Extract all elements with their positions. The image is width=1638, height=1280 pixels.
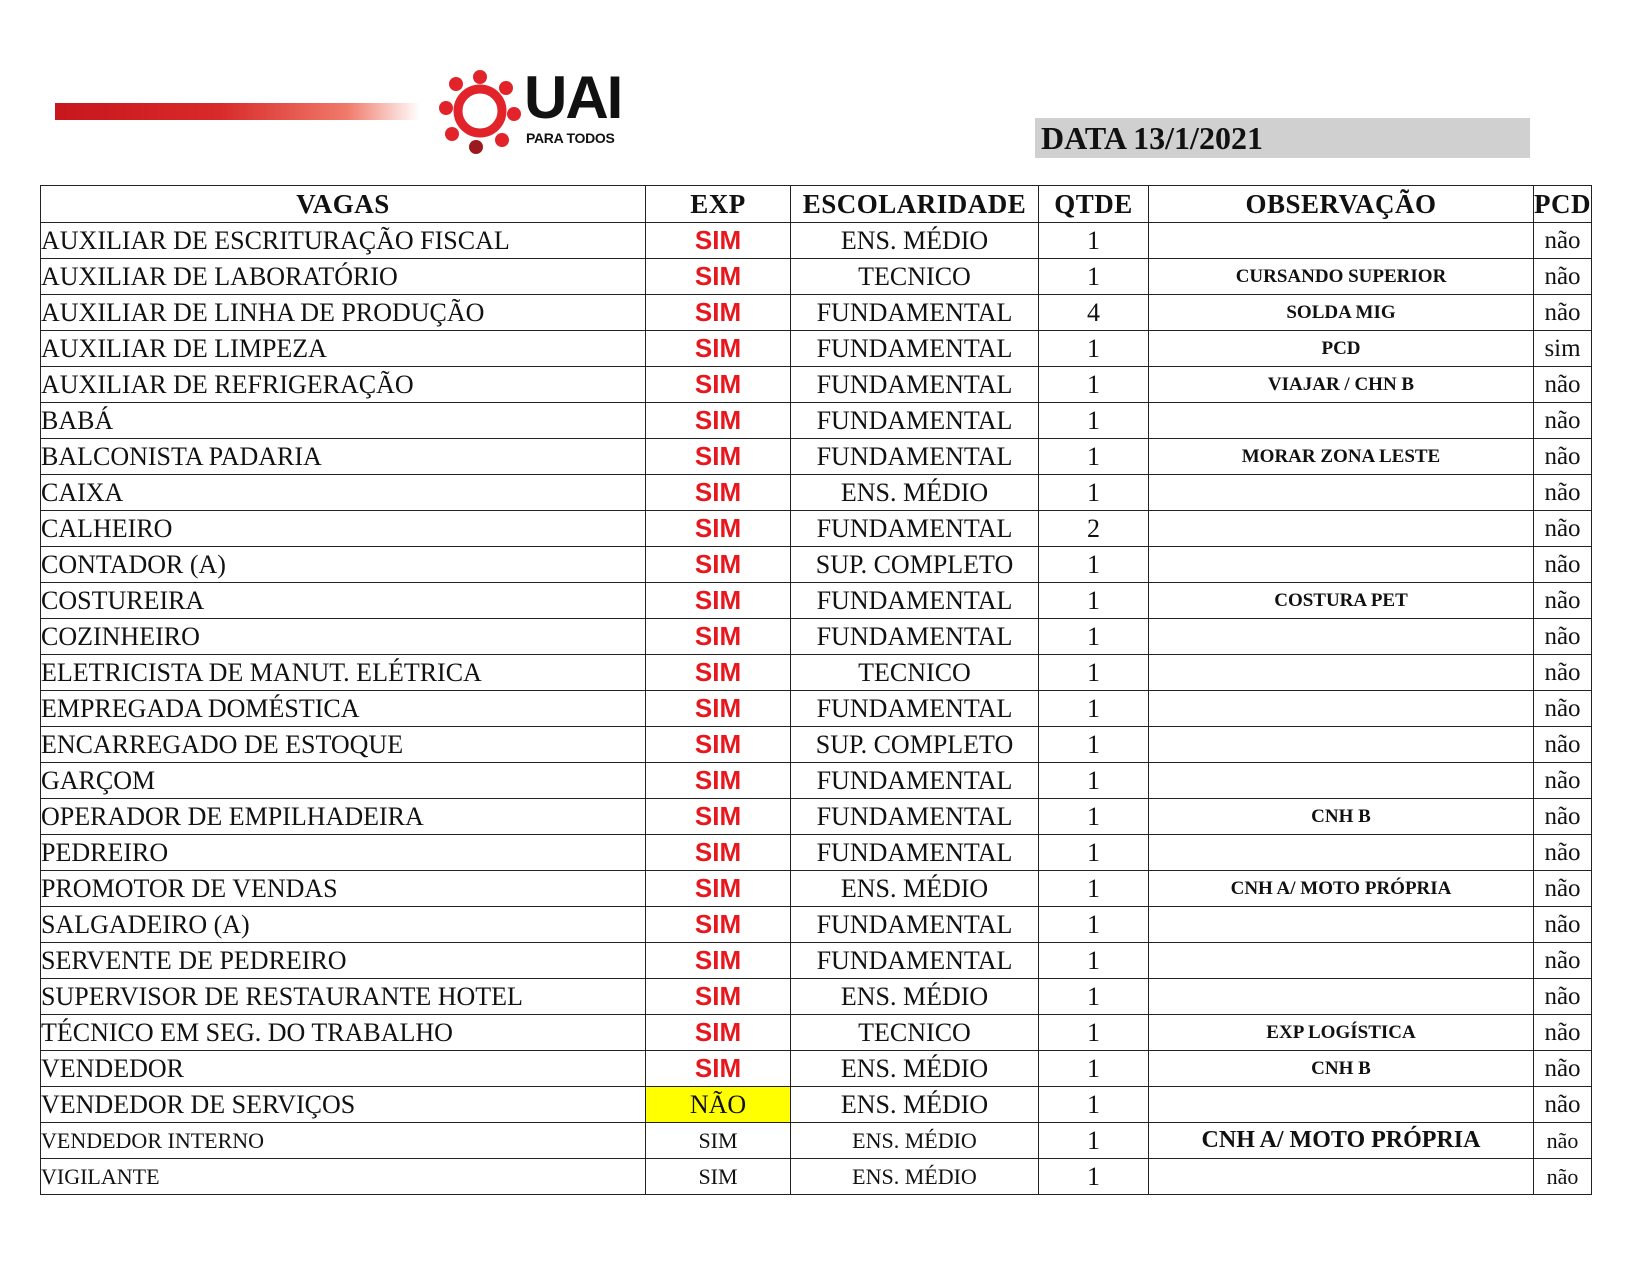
cell-pcd: não [1534, 799, 1592, 835]
cell-vaga: VENDEDOR INTERNO [41, 1123, 646, 1159]
cell-escolaridade: FUNDAMENTAL [791, 799, 1039, 835]
table-row [41, 511, 1592, 547]
cell-qtde: 1 [1039, 475, 1149, 511]
table-row [41, 583, 1592, 619]
cell-qtde: 1 [1039, 1123, 1149, 1159]
cell-escolaridade: FUNDAMENTAL [791, 763, 1039, 799]
cell-vaga: CAIXA [41, 475, 646, 511]
cell-escolaridade: FUNDAMENTAL [791, 331, 1039, 367]
cell-qtde: 1 [1039, 1159, 1149, 1195]
cell-vaga: SALGADEIRO (A) [41, 907, 646, 943]
cell-observacao [1149, 943, 1534, 979]
cell-vaga: BABÁ [41, 403, 646, 439]
table-row [41, 439, 1592, 475]
cell-vaga: CALHEIRO [41, 511, 646, 547]
cell-qtde: 1 [1039, 439, 1149, 475]
table-row [41, 727, 1592, 763]
cell-pcd: não [1534, 439, 1592, 475]
table-row [41, 331, 1592, 367]
table-row [41, 691, 1592, 727]
cell-pcd: não [1534, 727, 1592, 763]
cell-escolaridade: SUP. COMPLETO [791, 547, 1039, 583]
cell-qtde: 1 [1039, 763, 1149, 799]
cell-exp: SIM [646, 367, 791, 403]
cell-vaga: AUXILIAR DE ESCRITURAÇÃO FISCAL [41, 223, 646, 259]
cell-pcd: não [1534, 655, 1592, 691]
cell-pcd: não [1534, 619, 1592, 655]
cell-exp: SIM [646, 1159, 791, 1195]
cell-exp: SIM [646, 907, 791, 943]
cell-observacao: CNH B [1149, 799, 1534, 835]
cell-escolaridade: ENS. MÉDIO [791, 223, 1039, 259]
cell-observacao [1149, 1087, 1534, 1123]
logo-title: UAI [524, 64, 622, 131]
table-row [41, 979, 1592, 1015]
cell-escolaridade: FUNDAMENTAL [791, 835, 1039, 871]
cell-exp: SIM [646, 223, 791, 259]
cell-exp: SIM [646, 871, 791, 907]
table-row [41, 1051, 1592, 1087]
cell-observacao: COSTURA PET [1149, 583, 1534, 619]
cell-escolaridade: TECNICO [791, 259, 1039, 295]
cell-escolaridade: FUNDAMENTAL [791, 511, 1039, 547]
cell-exp: SIM [646, 799, 791, 835]
cell-exp: SIM [646, 583, 791, 619]
cell-pcd: não [1534, 1015, 1592, 1051]
cell-qtde: 2 [1039, 511, 1149, 547]
cell-pcd: não [1534, 943, 1592, 979]
cell-pcd: não [1534, 979, 1592, 1015]
column-header-qtde: QTDE [1039, 186, 1149, 223]
job-openings-table [40, 185, 1592, 1195]
cell-escolaridade: ENS. MÉDIO [791, 1051, 1039, 1087]
cell-vaga: VENDEDOR [41, 1051, 646, 1087]
document-header [0, 0, 1638, 180]
cell-vaga: VIGILANTE [41, 1159, 646, 1195]
cell-vaga: AUXILIAR DE LIMPEZA [41, 331, 646, 367]
table-row [41, 1159, 1592, 1195]
column-header-escolaridade: ESCOLARIDADE [791, 186, 1039, 223]
cell-exp: SIM [646, 691, 791, 727]
cell-exp: SIM [646, 547, 791, 583]
cell-qtde: 1 [1039, 835, 1149, 871]
cell-escolaridade: ENS. MÉDIO [791, 475, 1039, 511]
cell-exp: SIM [646, 403, 791, 439]
cell-vaga: VENDEDOR DE SERVIÇOS [41, 1087, 646, 1123]
cell-qtde: 1 [1039, 691, 1149, 727]
cell-observacao: CNH A/ MOTO PRÓPRIA [1149, 871, 1534, 907]
cell-exp: SIM [646, 979, 791, 1015]
cell-pcd: não [1534, 691, 1592, 727]
cell-escolaridade: FUNDAMENTAL [791, 367, 1039, 403]
cell-qtde: 1 [1039, 403, 1149, 439]
cell-qtde: 1 [1039, 223, 1149, 259]
cell-exp: SIM [646, 727, 791, 763]
column-header-observacao: OBSERVAÇÃO [1149, 186, 1534, 223]
table-row [41, 871, 1592, 907]
cell-pcd: não [1534, 367, 1592, 403]
cell-escolaridade: ENS. MÉDIO [791, 979, 1039, 1015]
cell-exp: NÃO [646, 1087, 791, 1123]
table-row [41, 1087, 1592, 1123]
cell-observacao [1149, 223, 1534, 259]
cell-qtde: 1 [1039, 619, 1149, 655]
cell-pcd: não [1534, 907, 1592, 943]
table-row [41, 367, 1592, 403]
table-row [41, 835, 1592, 871]
cell-qtde: 1 [1039, 259, 1149, 295]
cell-escolaridade: FUNDAMENTAL [791, 907, 1039, 943]
cell-pcd: não [1534, 259, 1592, 295]
cell-pcd: não [1534, 1087, 1592, 1123]
cell-escolaridade: ENS. MÉDIO [791, 1159, 1039, 1195]
table-row [41, 403, 1592, 439]
table-header-row [41, 186, 1592, 223]
cell-escolaridade: SUP. COMPLETO [791, 727, 1039, 763]
table-row [41, 799, 1592, 835]
column-header-vagas: VAGAS [41, 186, 646, 223]
cell-vaga: ELETRICISTA DE MANUT. ELÉTRICA [41, 655, 646, 691]
table-row [41, 295, 1592, 331]
date-label: DATA 13/1/2021 [1035, 118, 1530, 158]
table-row [41, 547, 1592, 583]
cell-escolaridade: FUNDAMENTAL [791, 619, 1039, 655]
cell-pcd: não [1534, 871, 1592, 907]
cell-vaga: SUPERVISOR DE RESTAURANTE HOTEL [41, 979, 646, 1015]
people-circle-icon [438, 68, 522, 154]
cell-vaga: PROMOTOR DE VENDAS [41, 871, 646, 907]
table-row [41, 763, 1592, 799]
cell-qtde: 1 [1039, 1015, 1149, 1051]
cell-observacao [1149, 763, 1534, 799]
cell-observacao: MORAR ZONA LESTE [1149, 439, 1534, 475]
cell-vaga: GARÇOM [41, 763, 646, 799]
cell-qtde: 1 [1039, 331, 1149, 367]
cell-qtde: 1 [1039, 367, 1149, 403]
cell-observacao: VIAJAR / CHN B [1149, 367, 1534, 403]
cell-observacao: CURSANDO SUPERIOR [1149, 259, 1534, 295]
cell-escolaridade: FUNDAMENTAL [791, 691, 1039, 727]
cell-observacao [1149, 907, 1534, 943]
cell-escolaridade: TECNICO [791, 655, 1039, 691]
table-row [41, 259, 1592, 295]
cell-exp: SIM [646, 619, 791, 655]
table-row [41, 655, 1592, 691]
logo-subtitle: PARA TODOS [526, 130, 615, 146]
cell-pcd: não [1534, 403, 1592, 439]
cell-pcd: não [1534, 1051, 1592, 1087]
cell-qtde: 1 [1039, 583, 1149, 619]
cell-exp: SIM [646, 943, 791, 979]
cell-observacao [1149, 511, 1534, 547]
cell-escolaridade: ENS. MÉDIO [791, 1123, 1039, 1159]
cell-pcd: não [1534, 1159, 1592, 1195]
cell-pcd: não [1534, 295, 1592, 331]
cell-escolaridade: ENS. MÉDIO [791, 871, 1039, 907]
table-row [41, 1015, 1592, 1051]
cell-qtde: 1 [1039, 1051, 1149, 1087]
cell-vaga: OPERADOR DE EMPILHADEIRA [41, 799, 646, 835]
cell-observacao [1149, 835, 1534, 871]
cell-observacao [1149, 475, 1534, 511]
cell-observacao [1149, 403, 1534, 439]
cell-observacao [1149, 691, 1534, 727]
brand-gradient-bar [55, 103, 420, 120]
cell-vaga: TÉCNICO EM SEG. DO TRABALHO [41, 1015, 646, 1051]
cell-observacao: EXP LOGÍSTICA [1149, 1015, 1534, 1051]
cell-vaga: SERVENTE DE PEDREIRO [41, 943, 646, 979]
cell-escolaridade: FUNDAMENTAL [791, 439, 1039, 475]
cell-escolaridade: FUNDAMENTAL [791, 403, 1039, 439]
cell-qtde: 1 [1039, 907, 1149, 943]
cell-vaga: EMPREGADA DOMÉSTICA [41, 691, 646, 727]
cell-observacao [1149, 727, 1534, 763]
cell-vaga: AUXILIAR DE REFRIGERAÇÃO [41, 367, 646, 403]
cell-vaga: AUXILIAR DE LABORATÓRIO [41, 259, 646, 295]
column-header-pcd: PCD [1534, 186, 1592, 223]
table-row [41, 907, 1592, 943]
uai-logo [438, 64, 638, 158]
cell-vaga: ENCARREGADO DE ESTOQUE [41, 727, 646, 763]
cell-escolaridade: FUNDAMENTAL [791, 583, 1039, 619]
cell-exp: SIM [646, 511, 791, 547]
column-header-exp: EXP [646, 186, 791, 223]
cell-pcd: não [1534, 583, 1592, 619]
cell-escolaridade: ENS. MÉDIO [791, 1087, 1039, 1123]
cell-exp: SIM [646, 1123, 791, 1159]
cell-exp: SIM [646, 655, 791, 691]
table-row [41, 475, 1592, 511]
cell-qtde: 1 [1039, 727, 1149, 763]
cell-escolaridade: FUNDAMENTAL [791, 943, 1039, 979]
cell-observacao: SOLDA MIG [1149, 295, 1534, 331]
cell-exp: SIM [646, 763, 791, 799]
cell-qtde: 1 [1039, 979, 1149, 1015]
cell-pcd: não [1534, 547, 1592, 583]
cell-pcd: não [1534, 223, 1592, 259]
cell-vaga: COZINHEIRO [41, 619, 646, 655]
table-body [41, 223, 1592, 1195]
cell-vaga: AUXILIAR DE LINHA DE PRODUÇÃO [41, 295, 646, 331]
cell-qtde: 1 [1039, 1087, 1149, 1123]
table-row [41, 619, 1592, 655]
cell-escolaridade: TECNICO [791, 1015, 1039, 1051]
cell-qtde: 1 [1039, 871, 1149, 907]
cell-qtde: 1 [1039, 655, 1149, 691]
cell-exp: SIM [646, 835, 791, 871]
cell-observacao: PCD [1149, 331, 1534, 367]
cell-observacao: CNH A/ MOTO PRÓPRIA [1149, 1123, 1534, 1159]
cell-pcd: não [1534, 511, 1592, 547]
cell-exp: SIM [646, 475, 791, 511]
cell-qtde: 1 [1039, 799, 1149, 835]
cell-pcd: não [1534, 475, 1592, 511]
cell-exp: SIM [646, 1051, 791, 1087]
cell-pcd: sim [1534, 331, 1592, 367]
cell-vaga: BALCONISTA PADARIA [41, 439, 646, 475]
cell-observacao [1149, 655, 1534, 691]
cell-vaga: PEDREIRO [41, 835, 646, 871]
table-row [41, 943, 1592, 979]
cell-observacao [1149, 547, 1534, 583]
cell-vaga: COSTUREIRA [41, 583, 646, 619]
cell-exp: SIM [646, 331, 791, 367]
table-row [41, 223, 1592, 259]
cell-pcd: não [1534, 763, 1592, 799]
cell-exp: SIM [646, 259, 791, 295]
cell-exp: SIM [646, 439, 791, 475]
cell-escolaridade: FUNDAMENTAL [791, 295, 1039, 331]
cell-vaga: CONTADOR (A) [41, 547, 646, 583]
cell-qtde: 4 [1039, 295, 1149, 331]
cell-exp: SIM [646, 295, 791, 331]
cell-observacao: CNH B [1149, 1051, 1534, 1087]
table-row [41, 1123, 1592, 1159]
cell-observacao [1149, 1159, 1534, 1195]
cell-observacao [1149, 979, 1534, 1015]
cell-qtde: 1 [1039, 943, 1149, 979]
cell-exp: SIM [646, 1015, 791, 1051]
cell-pcd: não [1534, 1123, 1592, 1159]
cell-qtde: 1 [1039, 547, 1149, 583]
cell-pcd: não [1534, 835, 1592, 871]
cell-observacao [1149, 619, 1534, 655]
